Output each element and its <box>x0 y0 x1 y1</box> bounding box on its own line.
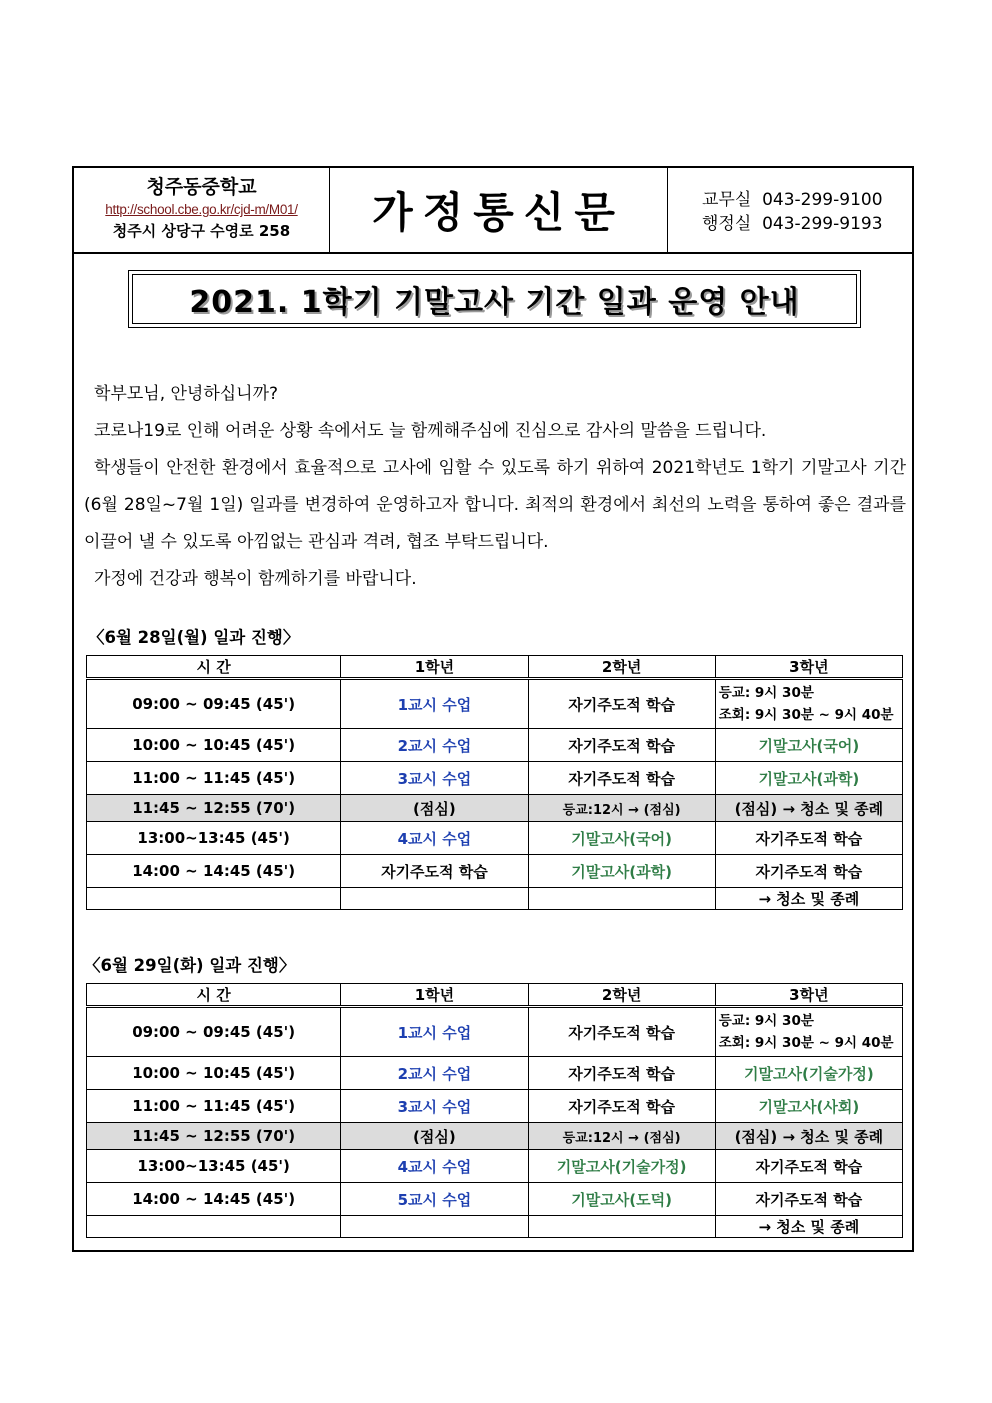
time-cell: 14:00 ~ 14:45 (45') <box>87 1183 341 1216</box>
grade2-cell: 등교:12시 → (점심) <box>528 1123 715 1150</box>
homeroom-time: 조회: 9시 30분 ~ 9시 40분 <box>718 707 894 723</box>
table-row <box>87 729 903 762</box>
header <box>74 168 912 254</box>
grade3-cell <box>715 1007 902 1057</box>
time-cell: 11:45 ~ 12:55 (70') <box>87 795 341 822</box>
grade3-cell <box>715 679 902 729</box>
table-row <box>87 855 903 888</box>
table-header-row <box>87 656 903 679</box>
column-header: 시 간 <box>87 984 341 1007</box>
grade2-cell: 자기주도적 학습 <box>528 1090 715 1123</box>
grade1-cell <box>341 888 528 910</box>
letter-paragraph: 학부모님, 안녕하십니까? <box>94 384 279 404</box>
letter-body <box>84 376 906 598</box>
grade2-cell: 자기주도적 학습 <box>528 729 715 762</box>
table-row <box>87 762 903 795</box>
table-row <box>87 1090 903 1123</box>
contacts <box>668 168 912 252</box>
time-cell: 13:00~13:45 (45') <box>87 822 341 855</box>
table-row <box>87 822 903 855</box>
arrival-time: 등교: 9시 30분 <box>718 685 814 701</box>
grade3-cell: 기말고사(국어) <box>715 729 902 762</box>
column-header: 2학년 <box>528 984 715 1007</box>
column-header: 3학년 <box>715 656 902 679</box>
column-header: 시 간 <box>87 656 341 679</box>
grade2-cell: 기말고사(과학) <box>528 855 715 888</box>
arrival-time: 등교: 9시 30분 <box>718 1013 814 1029</box>
table-row <box>87 1183 903 1216</box>
table-row <box>87 1216 903 1238</box>
grade2-cell: 등교:12시 → (점심) <box>528 795 715 822</box>
time-cell: 09:00 ~ 09:45 (45') <box>87 1007 341 1057</box>
time-cell: 11:00 ~ 11:45 (45') <box>87 762 341 795</box>
grade2-cell: 자기주도적 학습 <box>528 762 715 795</box>
time-cell: 11:00 ~ 11:45 (45') <box>87 1090 341 1123</box>
grade3-cell: (점심) → 청소 및 종례 <box>715 795 902 822</box>
school-info <box>74 168 330 252</box>
contact-phone: 043-299-9100 <box>762 190 883 210</box>
contact-line <box>702 212 912 236</box>
newsletter-title-cell <box>330 168 668 252</box>
grade1-cell: (점심) <box>341 1123 528 1150</box>
school-address: 청주시 상당구 수영로 258 <box>112 222 291 240</box>
grade2-cell: 자기주도적 학습 <box>528 679 715 729</box>
grade3-cell: 자기주도적 학습 <box>715 822 902 855</box>
contact-phone: 043-299-9193 <box>762 214 883 234</box>
grade1-cell: 1교시 수업 <box>341 1007 528 1057</box>
lunch-row <box>87 1123 903 1150</box>
grade2-cell: 기말고사(기술가정) <box>528 1150 715 1183</box>
grade2-cell <box>528 1216 715 1238</box>
grade3-cell: 자기주도적 학습 <box>715 855 902 888</box>
grade1-cell: 4교시 수업 <box>341 1150 528 1183</box>
grade3-cell: 기말고사(기술가정) <box>715 1057 902 1090</box>
newsletter-title: 가정통신문 <box>372 188 625 237</box>
schedule-table <box>86 655 903 910</box>
notice-title: 2021. 1학기 기말고사 기간 일과 운영 안내 <box>132 274 857 324</box>
grade1-cell: 2교시 수업 <box>341 1057 528 1090</box>
grade1-cell: 1교시 수업 <box>341 679 528 729</box>
schedule-title: 〈6월 29일(화) 일과 진행〉 <box>84 956 296 975</box>
letter-paragraph: 학생들이 안전한 환경에서 효율적으로 고사에 임할 수 있도록 하기 위하여 2021학년도 1학기 기말고사 기간(6월 28일~7월 1일) 일과를 변경하여 운영하고자 합니다. 최적의 환경에서 최선의 노력을 통하여 좋은 결과를 이끌어 낼 수 있도록 아낌없는 관심과 격려, 협조 부탁드립니다. <box>84 458 906 552</box>
column-header: 1학년 <box>341 656 528 679</box>
grade1-cell: 4교시 수업 <box>341 822 528 855</box>
lunch-row <box>87 795 903 822</box>
grade3-cell: 자기주도적 학습 <box>715 1150 902 1183</box>
grade1-cell <box>341 1216 528 1238</box>
grade2-cell: 기말고사(도덕) <box>528 1183 715 1216</box>
time-cell: 13:00~13:45 (45') <box>87 1150 341 1183</box>
time-cell: 10:00 ~ 10:45 (45') <box>87 729 341 762</box>
grade1-cell: (점심) <box>341 795 528 822</box>
table-row <box>87 1057 903 1090</box>
letter-paragraph: 코로나19로 인해 어려운 상황 속에서도 늘 함께해주심에 진심으로 감사의 말씀을 드립니다. <box>94 421 767 441</box>
grade2-cell: 자기주도적 학습 <box>528 1007 715 1057</box>
table-row <box>87 679 903 729</box>
notice-title-box <box>128 270 861 328</box>
grade1-cell: 5교시 수업 <box>341 1183 528 1216</box>
grade1-cell: 2교시 수업 <box>341 729 528 762</box>
contact-label: 교무실 <box>702 190 752 210</box>
grade1-cell: 3교시 수업 <box>341 762 528 795</box>
grade3-cell: → 청소 및 종례 <box>715 1216 902 1238</box>
grade3-cell: 기말고사(과학) <box>715 762 902 795</box>
contact-line <box>702 188 912 212</box>
schedule-title: 〈6월 28일(월) 일과 진행〉 <box>88 628 300 647</box>
table-row <box>87 888 903 910</box>
table-row <box>87 1150 903 1183</box>
letter-paragraph: 가정에 건강과 행복이 함께하기를 바랍니다. <box>94 569 417 589</box>
time-cell: 09:00 ~ 09:45 (45') <box>87 679 341 729</box>
school-name: 청주동중학교 <box>146 176 257 198</box>
newsletter-frame <box>72 166 914 1252</box>
contact-label: 행정실 <box>702 214 752 234</box>
school-url-link[interactable]: http://school.cbe.go.kr/cjd-m/M01/ <box>105 202 298 217</box>
table-row <box>87 1007 903 1057</box>
time-cell: 14:00 ~ 14:45 (45') <box>87 855 341 888</box>
column-header: 3학년 <box>715 984 902 1007</box>
time-cell: 11:45 ~ 12:55 (70') <box>87 1123 341 1150</box>
column-header: 1학년 <box>341 984 528 1007</box>
grade3-cell: 자기주도적 학습 <box>715 1183 902 1216</box>
homeroom-time: 조회: 9시 30분 ~ 9시 40분 <box>718 1035 894 1051</box>
grade3-cell: 기말고사(사회) <box>715 1090 902 1123</box>
grade1-cell: 자기주도적 학습 <box>341 855 528 888</box>
grade2-cell <box>528 888 715 910</box>
grade2-cell: 자기주도적 학습 <box>528 1057 715 1090</box>
grade1-cell: 3교시 수업 <box>341 1090 528 1123</box>
grade2-cell: 기말고사(국어) <box>528 822 715 855</box>
schedule-table <box>86 983 903 1238</box>
time-cell <box>87 888 341 910</box>
time-cell: 10:00 ~ 10:45 (45') <box>87 1057 341 1090</box>
table-header-row <box>87 984 903 1007</box>
grade3-cell: → 청소 및 종례 <box>715 888 902 910</box>
column-header: 2학년 <box>528 656 715 679</box>
grade3-cell: (점심) → 청소 및 종례 <box>715 1123 902 1150</box>
time-cell <box>87 1216 341 1238</box>
